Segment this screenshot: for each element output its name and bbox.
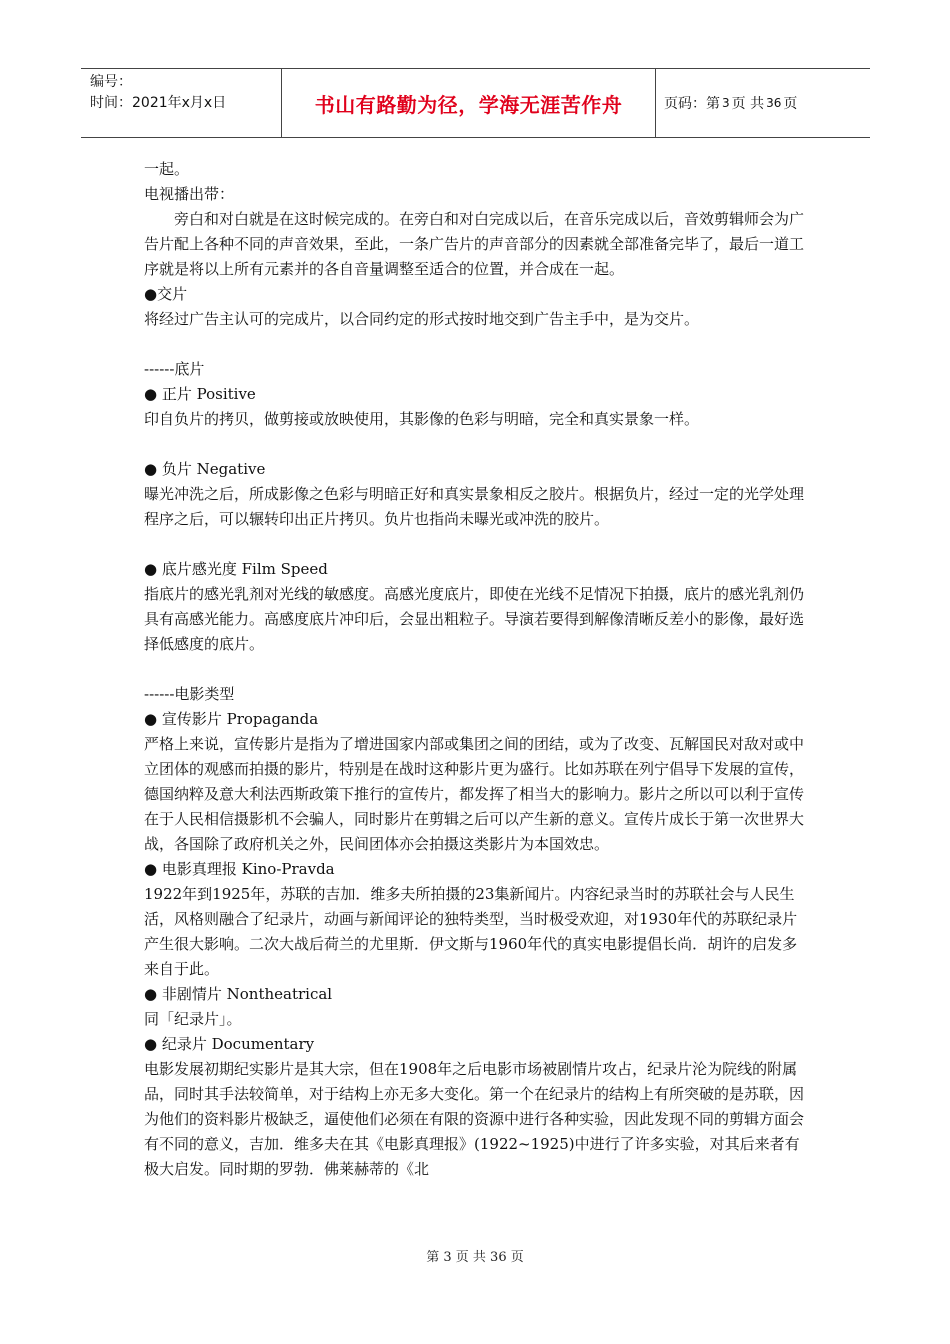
section-heading: ------电影类型 [144,685,235,703]
paragraph: 严格上来说，宣传影片是指为了增进国家内部或集团之间的团结，或为了改变、瓦解国民对敌对或中立团体的观感而拍摄的影片，特别是在战时这种影片更为盛行。比如苏联在列宁倡导下发展的宣传，德国纳粹及意大利法西斯政策下推行的宣传片，都发挥了相当大的影响力。影片之所以可以利于宣传在于人民相信摄影机不会骗人，同时影片在剪辑之后可以产生新的意义。宣传片成长于第一次世界大战，各国除了政府机关之外，民间团体亦会拍摄这类影片为本国效忠。 [144,735,805,853]
page-suffix: 页 [783,96,798,112]
paragraph: 旁白和对白就是在这时候完成的。在旁白和对白完成以后，在音乐完成以后，音效剪辑师会为广告片配上各种不同的声音效果，至此，一条广告片的声音部分的因素就全部准备完毕了，最后一道工序就是将以上所有元素并的各自音量调整至适合的位置，并合成在一起。 [144,210,805,278]
section-heading: ------底片 [144,360,205,378]
page-header [81,68,870,138]
page-total: 36 [766,96,782,110]
page-mid: 页 共 [731,96,765,112]
paragraph: 曝光冲洗之后，所成影像之色彩与明暗正好和真实景象相反之胶片。根据负片，经过一定的光学处理程序之后，可以辗转印出正片拷贝。负片也指尚未曝光或冲洗的胶片。 [144,485,805,528]
header-motto: 书山有路勤为径，学海无涯苦作舟 [282,69,656,137]
text-line: 电视播出带： [144,185,235,203]
code-label: 编号： [90,74,132,90]
term-heading: ● 电影真理报 Kino-Pravda [144,860,335,878]
paragraph: 1922年到1925年，苏联的吉加．维多夫所拍摄的23集新闻片。内容纪录当时的苏联社会与人民生活，风格则融合了纪录片，动画与新闻评论的独特类型，当时极受欢迎，对1930年代的苏联纪录片产生很大影响。二次大战后荷兰的尤里斯．伊文斯与1960年代的真实电影提倡长尚．胡许的启发多来自于此。 [144,885,798,978]
paragraph: 指底片的感光乳剂对光线的敏感度。高感光度底片，即使在光线不足情况下拍摄，底片的感光乳剂仍具有高感光能力。高感度底片冲印后，会显出粗粒子。导演若要得到解像清晰反差小的影像，最好选择低感度的底片。 [144,585,805,653]
paragraph: 将经过广告主认可的完成片，以合同约定的形式按时地交到广告主手中，是为交片。 [144,310,700,328]
document-body [144,157,809,1182]
term-heading: ● 纪录片 Documentary [144,1035,315,1053]
time-label: 时间：2021年x月x日 [90,95,227,111]
paragraph: 印自负片的拷贝，做剪接或放映使用，其影像的色彩与明暗，完全和真实景象一样。 [144,410,700,428]
text-line: 一起。 [144,160,190,178]
term-heading: ● 负片 Negative [144,460,266,478]
term-heading: ● 底片感光度 Film Speed [144,560,328,578]
section-bullet: ●交片 [144,285,188,303]
term-heading: ● 宣传影片 Propaganda [144,710,319,728]
term-heading: ● 正片 Positive [144,385,256,403]
page-prefix: 页码：第 [664,96,720,112]
page-number: 3 [722,96,730,110]
header-info-cell [81,69,282,137]
term-heading: ● 非剧情片 Nontheatrical [144,985,333,1003]
header-page-info [656,69,870,137]
page-footer: 第 3 页 共 36 页 [426,1250,524,1265]
paragraph: 同「纪录片」。 [144,1010,242,1028]
paragraph: 电影发展初期纪实影片是其大宗，但在1908年之后电影市场被剧情片攻占，纪录片沦为院线的附属品，同时其手法较简单，对于结构上亦无多大变化。第一个在纪录片的结构上有所突破的是苏联，因为他们的资料影片极缺乏，逼使他们必须在有限的资源中进行各种实验，因此发现不同的剪辑方面会有不同的意义，吉加．维多夫在其《电影真理报》(1922~1925)中进行了许多实验，对其后来者有极大启发。同时期的罗勃．佛莱赫蒂的《北 [144,1060,805,1178]
